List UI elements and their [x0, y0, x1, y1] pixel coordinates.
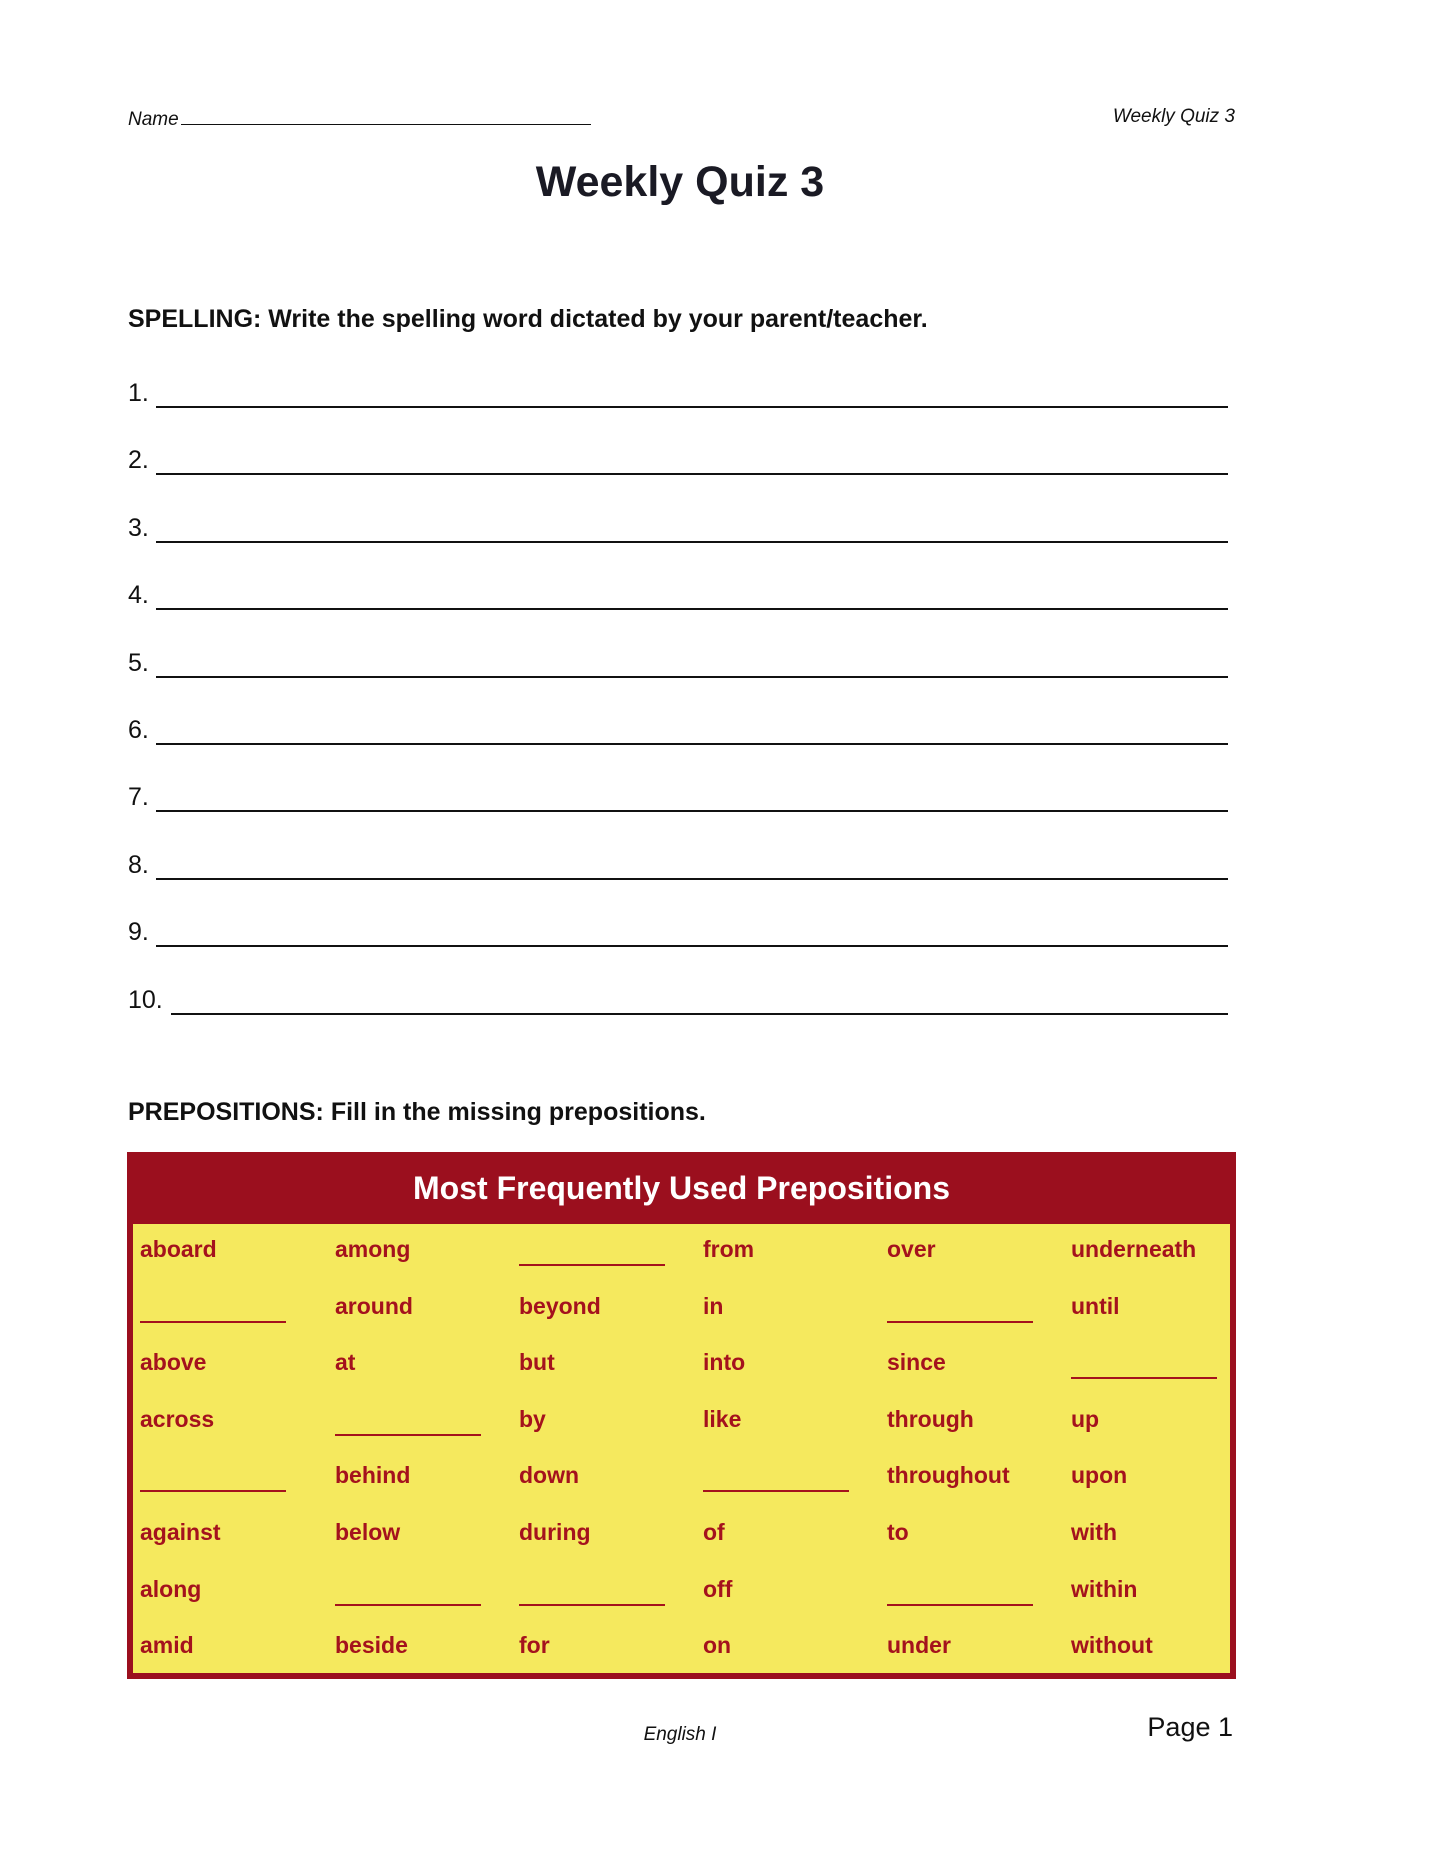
preposition-word: in: [703, 1292, 724, 1319]
spelling-heading-instruction: Write the spelling word dictated by your parent/teacher.: [261, 305, 928, 333]
spelling-answer-line[interactable]: [156, 743, 1228, 745]
spelling-item: [128, 648, 1228, 678]
header-quiz-label: Weekly Quiz 3: [1112, 106, 1235, 127]
preposition-word: beyond: [519, 1292, 601, 1319]
preposition-word: of: [703, 1519, 725, 1545]
preposition-word: above: [140, 1349, 207, 1376]
preposition-word: through: [887, 1405, 974, 1432]
preposition-word: until: [1071, 1292, 1120, 1319]
preposition-word: without: [1071, 1632, 1153, 1659]
preposition-word: on: [703, 1632, 732, 1659]
preposition-word: underneath: [1071, 1236, 1197, 1262]
preposition-word: upon: [1071, 1462, 1128, 1489]
prepositions-table: [127, 1152, 1236, 1679]
spelling-item-number: 3.: [128, 513, 149, 542]
preposition-word: into: [703, 1349, 746, 1376]
spelling-answer-line[interactable]: [171, 1013, 1228, 1015]
spelling-answer-line[interactable]: [156, 541, 1228, 543]
spelling-item: [128, 445, 1228, 475]
preposition-word: among: [335, 1236, 411, 1262]
prepositions-heading-instruction: Fill in the missing prepositions.: [323, 1098, 706, 1126]
preposition-word: below: [335, 1519, 401, 1545]
preposition-word: aboard: [140, 1236, 217, 1262]
name-blank-line: [181, 106, 591, 125]
spelling-item: [128, 985, 1228, 1015]
preposition-word: but: [519, 1349, 555, 1376]
spelling-item-number: 9.: [128, 918, 149, 947]
preposition-word: to: [887, 1519, 909, 1545]
preposition-word: for: [519, 1632, 550, 1659]
preposition-word: against: [140, 1519, 221, 1545]
preposition-blank[interactable]: [703, 1490, 849, 1492]
prepositions-heading-label: PREPOSITIONS:: [128, 1098, 324, 1126]
page-number: Page 1: [1147, 1712, 1233, 1742]
spelling-answer-line[interactable]: [156, 945, 1228, 947]
spelling-answer-line[interactable]: [156, 406, 1228, 408]
spelling-item-number: 1.: [128, 379, 149, 407]
spelling-item-number: 6.: [128, 716, 149, 744]
preposition-word: from: [703, 1236, 755, 1262]
preposition-blank[interactable]: [335, 1434, 481, 1436]
preposition-word: across: [140, 1405, 215, 1432]
preposition-word: off: [703, 1575, 733, 1602]
preposition-word: behind: [335, 1462, 411, 1489]
spelling-item-number: 7.: [128, 783, 149, 812]
preposition-blank[interactable]: [519, 1604, 665, 1606]
spelling-item: [128, 782, 1228, 812]
spelling-item: [128, 850, 1228, 880]
preposition-word: at: [335, 1349, 356, 1376]
preposition-word: over: [887, 1236, 936, 1262]
spelling-item: [128, 917, 1228, 947]
spelling-answer-line[interactable]: [156, 676, 1228, 678]
prepositions-heading: [128, 1098, 706, 1127]
preposition-blank[interactable]: [1071, 1377, 1217, 1379]
preposition-blank[interactable]: [140, 1490, 286, 1492]
spelling-item: [128, 378, 1228, 408]
preposition-word: within: [1071, 1575, 1138, 1602]
preposition-word: along: [140, 1575, 202, 1602]
preposition-blank[interactable]: [140, 1321, 286, 1323]
spelling-item-number: 2.: [128, 446, 149, 475]
preposition-blank[interactable]: [519, 1264, 665, 1266]
spelling-item-number: 8.: [128, 850, 149, 879]
spelling-item-number: 4.: [128, 581, 149, 610]
preposition-word: up: [1071, 1405, 1100, 1432]
spelling-item-number: 10.: [128, 985, 163, 1014]
spelling-answer-line[interactable]: [156, 878, 1228, 880]
preposition-blank[interactable]: [887, 1604, 1033, 1606]
preposition-word: like: [703, 1405, 742, 1432]
spelling-item: [128, 715, 1228, 745]
spelling-item: [128, 580, 1228, 610]
preposition-word: beside: [335, 1632, 408, 1659]
preposition-word: amid: [140, 1632, 194, 1659]
spelling-answer-line[interactable]: [156, 608, 1228, 610]
spelling-item: [128, 513, 1228, 543]
prepositions-table-title: Most Frequently Used Prepositions: [413, 1170, 950, 1206]
spelling-heading: [128, 305, 928, 334]
spelling-item-number: 5.: [128, 648, 149, 677]
preposition-word: throughout: [887, 1462, 1010, 1489]
preposition-word: since: [887, 1349, 946, 1376]
preposition-blank[interactable]: [335, 1604, 481, 1606]
name-label: Name: [128, 109, 179, 130]
prepositions-grid: [133, 1224, 1230, 1673]
footer-course: English I: [643, 1724, 717, 1745]
name-field-label: [128, 106, 591, 131]
preposition-word: by: [519, 1405, 546, 1432]
preposition-word: under: [887, 1632, 951, 1659]
page-title: Weekly Quiz 3: [535, 158, 825, 206]
preposition-word: during: [519, 1519, 591, 1545]
preposition-blank[interactable]: [887, 1321, 1033, 1323]
preposition-word: with: [1071, 1519, 1117, 1545]
spelling-answer-line[interactable]: [156, 473, 1228, 475]
spelling-answer-line[interactable]: [156, 810, 1228, 812]
spelling-heading-label: SPELLING:: [128, 305, 262, 333]
preposition-word: down: [519, 1462, 580, 1489]
preposition-word: around: [335, 1292, 413, 1319]
